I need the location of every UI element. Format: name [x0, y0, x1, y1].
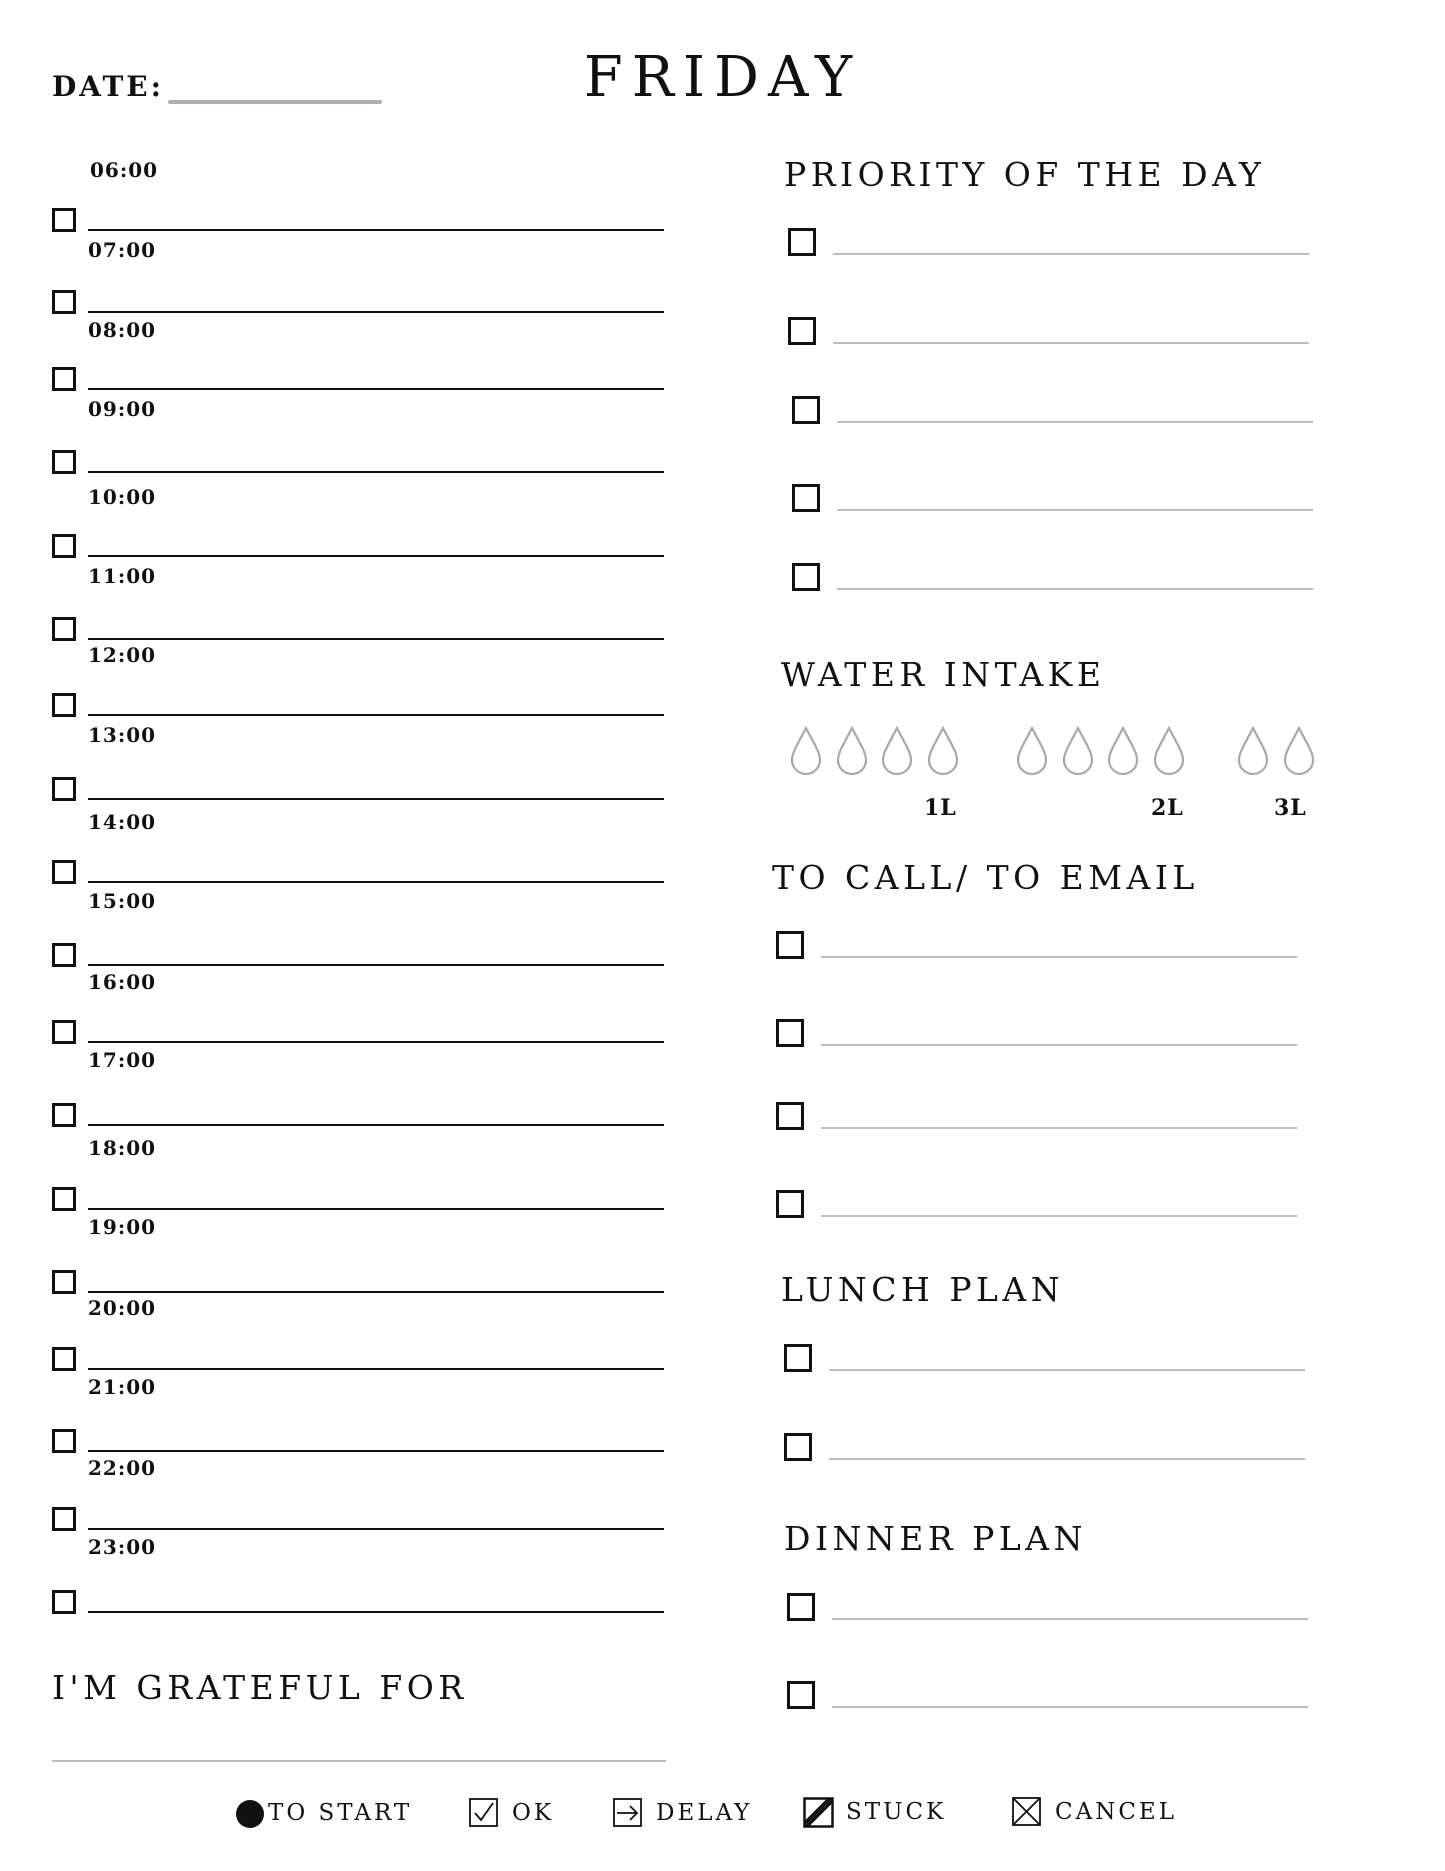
time-label: 14:00 — [88, 810, 157, 834]
priority-checkbox[interactable] — [792, 563, 820, 591]
schedule-line[interactable] — [88, 1528, 664, 1530]
call-line[interactable] — [821, 1127, 1297, 1129]
schedule-checkbox[interactable] — [52, 208, 76, 232]
schedule-line[interactable] — [88, 798, 664, 800]
time-label: 06:00 — [90, 158, 159, 182]
lunch-line[interactable] — [829, 1458, 1305, 1460]
filled-circle-icon — [236, 1800, 264, 1828]
water-drop-icon[interactable] — [789, 726, 823, 776]
dinner-line[interactable] — [832, 1706, 1308, 1708]
dinner-line[interactable] — [832, 1618, 1308, 1620]
schedule-checkbox[interactable] — [52, 367, 76, 391]
schedule-checkbox[interactable] — [52, 943, 76, 967]
priority-checkbox[interactable] — [792, 484, 820, 512]
schedule-checkbox[interactable] — [52, 1347, 76, 1371]
call-line[interactable] — [821, 956, 1297, 958]
schedule-line[interactable] — [88, 1041, 664, 1043]
schedule-checkbox[interactable] — [52, 450, 76, 474]
call-line[interactable] — [821, 1044, 1297, 1046]
call-checkbox[interactable] — [776, 1102, 804, 1130]
half-filled-box-icon — [803, 1797, 835, 1833]
schedule-line[interactable] — [88, 555, 664, 557]
legend-delay: DELAY — [656, 1800, 753, 1826]
priority-line[interactable] — [837, 421, 1313, 423]
check-box-icon — [469, 1798, 499, 1832]
grateful-line[interactable] — [52, 1760, 666, 1762]
dinner-checkbox[interactable] — [787, 1593, 815, 1621]
cross-box-icon — [1012, 1797, 1042, 1831]
schedule-checkbox[interactable] — [52, 290, 76, 314]
schedule-line[interactable] — [88, 1291, 664, 1293]
schedule-checkbox[interactable] — [52, 1507, 76, 1531]
schedule-line[interactable] — [88, 229, 664, 231]
water-drop-icon[interactable] — [1061, 726, 1095, 776]
time-label: 17:00 — [88, 1048, 157, 1072]
water-marker-1l: 1L — [924, 795, 957, 821]
schedule-line[interactable] — [88, 1450, 664, 1452]
time-label: 13:00 — [88, 723, 157, 747]
schedule-checkbox[interactable] — [52, 1270, 76, 1294]
schedule-line[interactable] — [88, 311, 664, 313]
call-line[interactable] — [821, 1215, 1297, 1217]
schedule-line[interactable] — [88, 964, 664, 966]
schedule-line[interactable] — [88, 881, 664, 883]
time-label: 23:00 — [88, 1535, 157, 1559]
time-label: 09:00 — [88, 397, 157, 421]
schedule-checkbox[interactable] — [52, 693, 76, 717]
water-drop-icon[interactable] — [1015, 726, 1049, 776]
call-checkbox[interactable] — [776, 1190, 804, 1218]
time-label: 11:00 — [88, 564, 157, 588]
arrow-box-icon — [613, 1798, 643, 1832]
water-drop-icon[interactable] — [1106, 726, 1140, 776]
priority-checkbox[interactable] — [788, 317, 816, 345]
lunch-checkbox[interactable] — [784, 1433, 812, 1461]
schedule-line[interactable] — [88, 1611, 664, 1613]
schedule-line[interactable] — [88, 471, 664, 473]
schedule-checkbox[interactable] — [52, 534, 76, 558]
priority-line[interactable] — [837, 588, 1313, 590]
water-marker-2l: 2L — [1151, 795, 1184, 821]
priority-line[interactable] — [837, 509, 1313, 511]
time-label: 21:00 — [88, 1375, 157, 1399]
water-drop-icon[interactable] — [1152, 726, 1186, 776]
section-title-dinner: DINNER PLAN — [784, 1519, 1087, 1558]
time-label: 12:00 — [88, 643, 157, 667]
water-drop-icon[interactable] — [835, 726, 869, 776]
schedule-checkbox[interactable] — [52, 617, 76, 641]
page-title: FRIDAY — [583, 45, 862, 110]
section-title-priority: PRIORITY OF THE DAY — [784, 155, 1266, 194]
section-title-water: WATER INTAKE — [781, 655, 1106, 694]
water-drop-icon[interactable] — [926, 726, 960, 776]
schedule-line[interactable] — [88, 1368, 664, 1370]
legend-to-start: TO START — [268, 1800, 413, 1826]
call-checkbox[interactable] — [776, 1019, 804, 1047]
time-label: 19:00 — [88, 1215, 157, 1239]
schedule-checkbox[interactable] — [52, 1020, 76, 1044]
water-drop-icon[interactable] — [880, 726, 914, 776]
schedule-line[interactable] — [88, 1208, 664, 1210]
priority-checkbox[interactable] — [792, 396, 820, 424]
legend-stuck: STUCK — [846, 1799, 947, 1825]
schedule-checkbox[interactable] — [52, 1429, 76, 1453]
schedule-checkbox[interactable] — [52, 1187, 76, 1211]
schedule-checkbox[interactable] — [52, 1590, 76, 1614]
schedule-checkbox[interactable] — [52, 860, 76, 884]
water-drop-icon[interactable] — [1236, 726, 1270, 776]
call-checkbox[interactable] — [776, 931, 804, 959]
priority-line[interactable] — [833, 253, 1309, 255]
schedule-line[interactable] — [88, 714, 664, 716]
schedule-checkbox[interactable] — [52, 777, 76, 801]
date-label: DATE: — [52, 70, 164, 103]
legend-ok: OK — [512, 1800, 555, 1826]
schedule-checkbox[interactable] — [52, 1103, 76, 1127]
time-label: 18:00 — [88, 1136, 157, 1160]
dinner-checkbox[interactable] — [787, 1681, 815, 1709]
time-label: 07:00 — [88, 238, 157, 262]
time-label: 08:00 — [88, 318, 157, 342]
time-label: 15:00 — [88, 889, 157, 913]
time-label: 10:00 — [88, 485, 157, 509]
section-title-calls: TO CALL/ TO EMAIL — [772, 858, 1199, 897]
priority-line[interactable] — [833, 342, 1309, 344]
time-label: 22:00 — [88, 1456, 157, 1480]
schedule-line[interactable] — [88, 388, 664, 390]
lunch-line[interactable] — [829, 1369, 1305, 1371]
priority-checkbox[interactable] — [788, 228, 816, 256]
section-title-lunch: LUNCH PLAN — [781, 1270, 1065, 1309]
schedule-line[interactable] — [88, 1124, 664, 1126]
water-drop-icon[interactable] — [1282, 726, 1316, 776]
schedule-line[interactable] — [88, 638, 664, 640]
lunch-checkbox[interactable] — [784, 1344, 812, 1372]
time-label: 20:00 — [88, 1296, 157, 1320]
time-label: 16:00 — [88, 970, 157, 994]
water-marker-3l: 3L — [1274, 795, 1307, 821]
legend-cancel: CANCEL — [1055, 1799, 1177, 1825]
section-title-grateful: I'M GRATEFUL FOR — [52, 1668, 468, 1707]
